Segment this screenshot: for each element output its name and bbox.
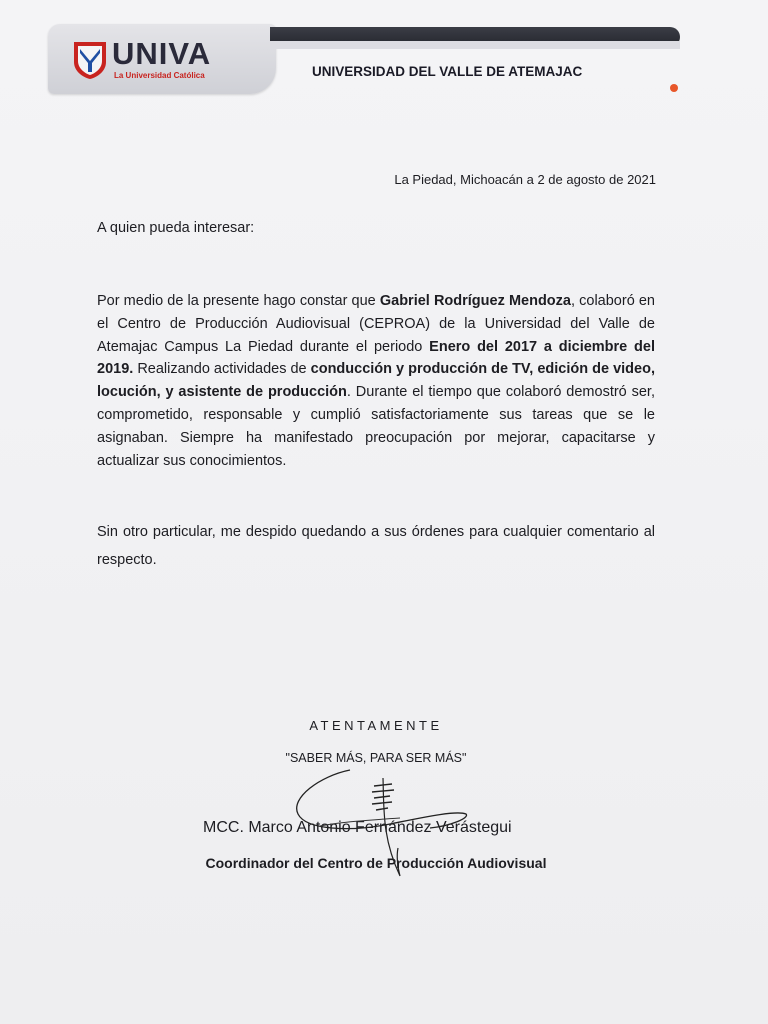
period: Enero del 2017 a diciembre del 2019. — [97, 338, 655, 378]
body-paragraph — [97, 290, 655, 472]
signer-name: MCC. Marco Antonio Fernández Verástegui — [203, 819, 512, 836]
body-text: Por medio de la presente hago constar que — [97, 293, 380, 309]
logo-name: UNIVA — [112, 36, 212, 71]
accent-dot — [670, 84, 678, 92]
handwritten-signature — [280, 748, 480, 888]
body-text: . Durante el tiempo que colaboró demostró ser, comprometido, responsable y cumplió satisfactoriamente sus tareas que se le asignaban. Siempre ha manifestado preocupación por mejorar, capacitarse y actualizar sus conocimientos. — [97, 384, 655, 469]
atentamente: ATENTAMENTE — [309, 718, 443, 733]
activities: conducción y producción de TV, edición de video, locución, y asistente de producción — [97, 361, 655, 401]
signer-title: Coordinador del Centro de Producción Audiovisual — [205, 855, 547, 871]
motto: "SABER MÁS, PARA SER MÁS" — [285, 751, 467, 765]
university-name: UNIVERSIDAD DEL VALLE DE ATEMAJAC — [312, 64, 583, 79]
salutation: A quien pueda interesar: — [97, 220, 255, 236]
logo-tagline: La Universidad Católica — [114, 71, 205, 80]
student-name: Gabriel Rodríguez Mendoza — [379, 293, 571, 309]
body-text: Realizando actividades de — [133, 361, 311, 378]
closing-paragraph: Sin otro particular, me despido quedando a sus órdenes para cualquier comentario al respecto. — [97, 524, 655, 568]
univa-shield-icon — [72, 40, 108, 80]
body-text: , colaboró en el Centro de Producción Audiovisual (CEPROA) de la Universidad del Valle de Atemajac Campus La Piedad durante el periodo — [97, 293, 655, 355]
header-strip — [270, 41, 680, 49]
date-line: La Piedad, Michoacán a 2 de agosto de 2021 — [394, 172, 656, 187]
